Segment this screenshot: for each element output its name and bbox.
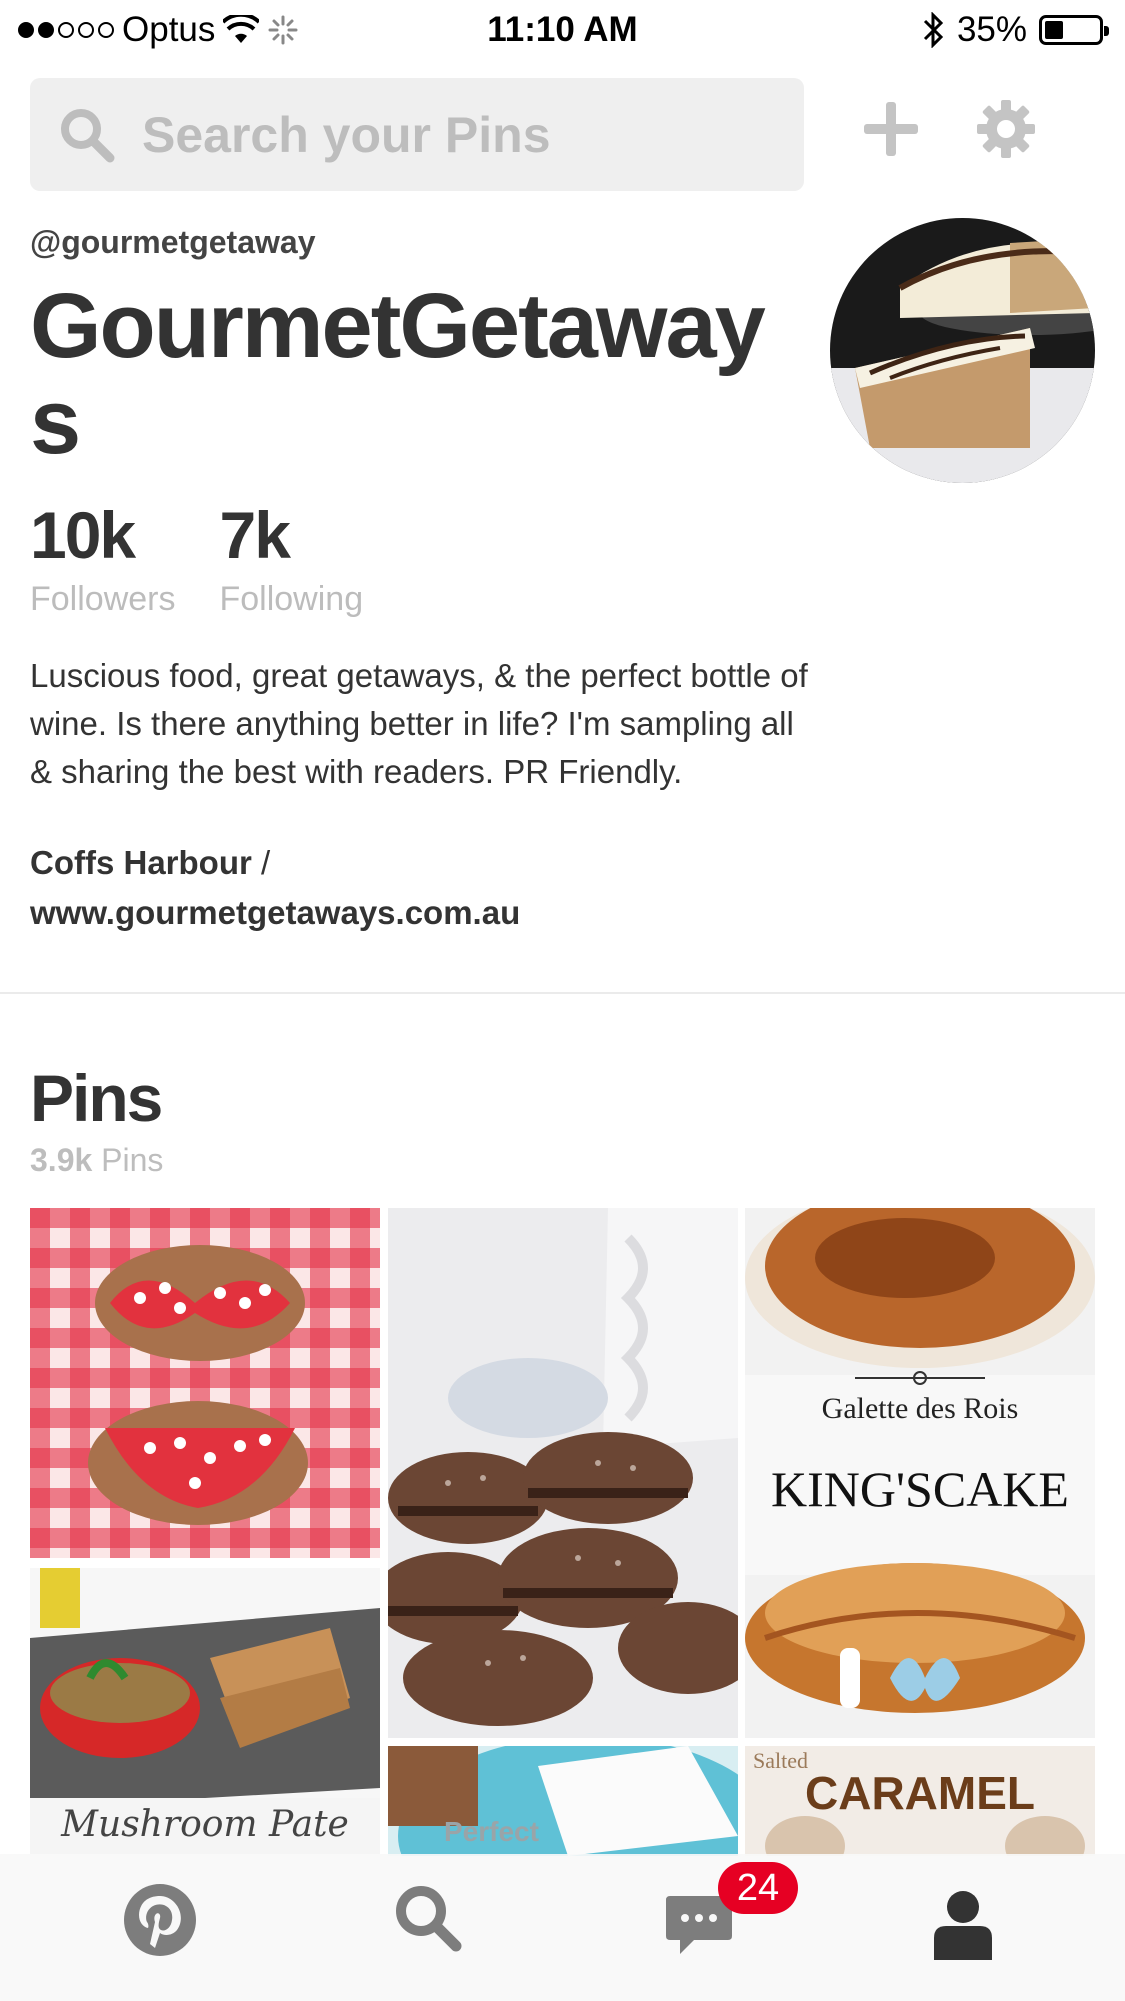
profile-location — [30, 838, 810, 938]
profile-avatar[interactable] — [830, 218, 1095, 483]
website-link[interactable]: www.gourmetgetaways.com.au — [30, 894, 521, 931]
location-separator: / — [251, 844, 271, 881]
pin-image — [388, 1208, 738, 1738]
followers-stat[interactable] — [30, 500, 175, 619]
pins-count-label: Pins — [92, 1142, 164, 1178]
battery-percent: 35% — [956, 10, 1027, 49]
carrier-name: Optus — [122, 10, 216, 49]
search-tab-icon[interactable] — [392, 1882, 464, 1954]
following-label: Following — [219, 580, 364, 618]
kings-cake-subtitle: Galette des Rois — [821, 1392, 1019, 1425]
avatar-cake-image — [830, 218, 1095, 483]
settings-gear-button[interactable] — [975, 98, 1037, 160]
pin-card-mushroom-pate[interactable] — [30, 1568, 380, 1858]
profile-tab-icon[interactable] — [932, 1890, 994, 1960]
tab-bar — [0, 1854, 1125, 2001]
mushroom-pate-title: Mushroom Pate — [61, 1804, 349, 1845]
pin-image — [30, 1208, 380, 1558]
profile-bio: Luscious food, great getaways, & the perfect bottle of wine. Is there anything better in life? I'm sampling all & sharing the best with readers. PR Friendly. — [30, 657, 808, 790]
location-text: Coffs Harbour — [30, 844, 252, 881]
pin-card-salted-caramel[interactable] — [745, 1746, 1095, 1856]
bluetooth-icon — [923, 12, 945, 48]
salted-label: Salted — [753, 1748, 808, 1773]
pins-section-title[interactable]: Pins — [30, 1061, 162, 1135]
status-time: 11:10 AM — [487, 10, 638, 49]
search-icon — [58, 106, 116, 164]
pin-image — [388, 1746, 738, 1856]
pin-card-kings-cake[interactable] — [745, 1208, 1095, 1738]
pin-card-perfect-cheese[interactable] — [388, 1746, 738, 1856]
following-stat[interactable] — [219, 500, 363, 619]
kings-cake-title: KING'SCAKE — [771, 1461, 1069, 1517]
messages-badge: 24 — [718, 1862, 798, 1914]
search-bar[interactable] — [30, 78, 804, 191]
section-divider — [0, 992, 1125, 994]
add-pin-button[interactable] — [862, 100, 920, 158]
pin-card-bikini-cookies[interactable] — [30, 1208, 380, 1558]
profile-stats — [30, 500, 363, 619]
followers-count: 10k — [30, 498, 135, 572]
profile-username: @gourmetgetaway — [30, 224, 316, 260]
status-right — [923, 10, 1103, 50]
pins-count — [30, 1142, 163, 1179]
caramel-title: CARAMEL — [805, 1767, 1035, 1819]
battery-icon — [1039, 15, 1103, 45]
followers-label: Followers — [30, 580, 176, 618]
pinterest-home-icon[interactable] — [122, 1882, 198, 1958]
status-bar — [0, 0, 1125, 62]
search-input[interactable] — [140, 105, 784, 165]
profile-display-name: GourmetGetaways — [30, 275, 764, 473]
pin-card-chocolate-cookies[interactable] — [388, 1208, 738, 1738]
perfect-cheese-title: Perfect — [444, 1816, 539, 1847]
pins-count-number: 3.9k — [30, 1142, 93, 1178]
following-count: 7k — [219, 498, 289, 572]
